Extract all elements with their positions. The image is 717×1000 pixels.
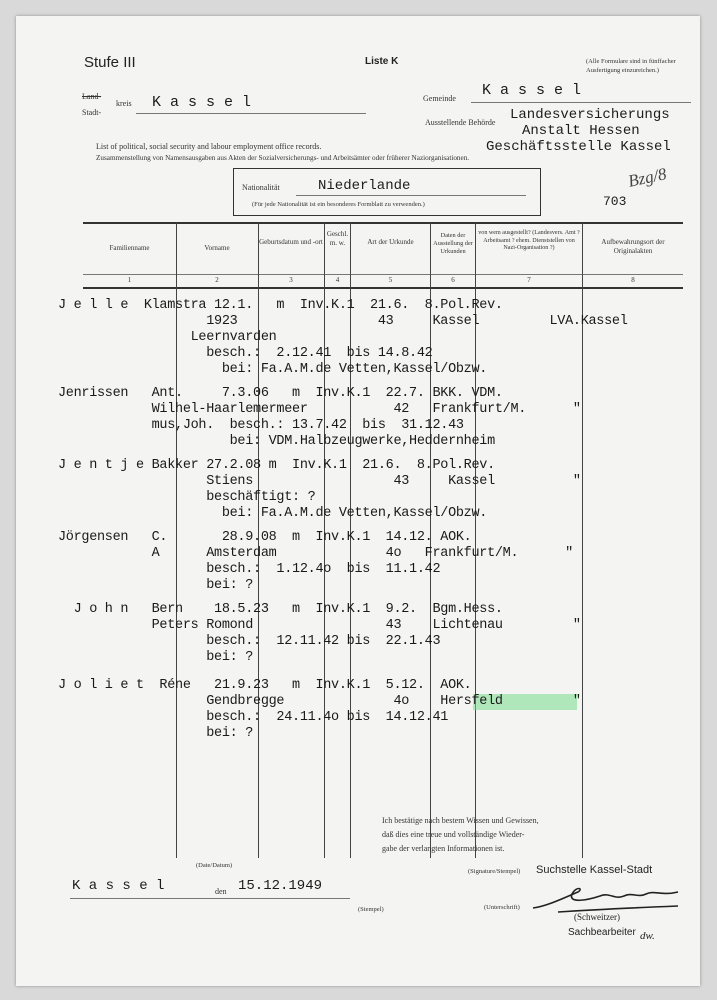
- table-numbers-top: [83, 274, 683, 275]
- entry-line: Leernvarden: [58, 330, 277, 345]
- note-line-2: Ausfertigung einzureichen.): [586, 67, 659, 74]
- list-english: List of political, social security and labour employment office records.: [96, 142, 322, 151]
- nationality-label: Nationalität: [242, 183, 280, 192]
- entry-line: J e l l e Klamstra 12.1. m Inv.K.1 21.6. 8.Pol.Rev.: [58, 298, 503, 313]
- place-value: K a s s e l: [72, 878, 165, 894]
- entry-line: besch.: 12.11.42 bis 22.1.43: [58, 634, 441, 649]
- attest-line-2: daß dies eine treue und vollständige Wieder-: [382, 830, 525, 839]
- entry-line: besch.: 1.12.4o bis 11.1.42: [58, 562, 441, 577]
- signature-label: (Signature/Stempel): [468, 868, 521, 875]
- col-number-8: 8: [631, 276, 635, 284]
- stempel-label: (Stempel): [358, 906, 384, 913]
- col-header-4: Geschl. m. w.: [326, 230, 349, 247]
- col-number-1: 1: [127, 276, 132, 284]
- col-header-2: Vorname: [204, 244, 230, 252]
- entry-line: Wilhel-Haarlemermeer 42 Frankfurt/M. ": [58, 402, 581, 417]
- col-header-7: von wem ausgestellt? (Landesvers. Amt ? Arbeitsamt ? ehem. Dienststellen von Nazi-Organisation ?): [478, 230, 580, 252]
- document-number: 703: [603, 194, 627, 209]
- suchstelle-stamp: Suchstelle Kassel-Stadt: [536, 864, 653, 876]
- den-label: den: [215, 887, 227, 896]
- entry-line: Gendbregge 4o Hersfeld ": [58, 694, 581, 709]
- entry-line: Jörgensen C. 28.9.08 m Inv.K.1 14.12. AOK.: [58, 530, 472, 545]
- nationality-note: (Für jede Nationalität ist ein besonderes Formblatt zu verwenden.): [252, 201, 425, 208]
- entry-line: J o h n Bern 18.5.23 m Inv.K.1 9.2. Bgm.Hess.: [58, 602, 503, 617]
- note-line-1: (Alle Formulare sind in fünffacher: [586, 58, 676, 65]
- gemeinde-value: K a s s e l: [482, 82, 582, 99]
- unterschrift-label: (Unterschrift): [484, 904, 520, 911]
- entry-line: beschäftigt: ?: [58, 490, 316, 505]
- handwritten-ref: Bzg/8: [626, 164, 669, 191]
- nationality-underline: [296, 195, 526, 196]
- stufe-label: Stufe III: [84, 54, 136, 71]
- col-number-3: 3: [289, 276, 293, 284]
- stadt-label: Stadt-: [82, 108, 102, 117]
- attest-line-3: gabe der verlangten Informationen ist.: [382, 844, 505, 853]
- entry-line: bei: ?: [58, 650, 254, 665]
- col-number-5: 5: [388, 276, 393, 284]
- sachbearbeiter-label: Sachbearbeiter: [568, 927, 636, 938]
- kreis-value: K a s s e l: [152, 94, 252, 111]
- table-header-bottom: [83, 287, 683, 289]
- entry-line: besch.: 2.12.41 bis 14.8.42: [58, 346, 433, 361]
- col-header-8: Aufbewahrungsort der Originalakten: [601, 238, 665, 255]
- handwritten-signature: [528, 878, 688, 918]
- entry-line: mus,Joh. besch.: 13.7.42 bis 31.12.43: [58, 418, 464, 433]
- entry-line: J e n t j e Bakker 27.2.08 m Inv.K.1 21.6. 8.Pol.Rev.: [58, 458, 495, 473]
- land-label: Land-: [82, 92, 102, 101]
- attest-line-1: Ich bestätige nach bestem Wissen und Gewissen,: [382, 816, 539, 825]
- behoerde-line-3: Geschäftsstelle Kassel: [486, 139, 671, 155]
- entry-line: bei: Fa.A.M.de Vetten,Kassel/Obzw.: [58, 362, 488, 377]
- kreis-underline: [136, 113, 366, 114]
- document-page: [16, 16, 700, 986]
- entry-line: Stiens 43 Kassel ": [58, 474, 581, 489]
- col-number-7: 7: [527, 276, 531, 284]
- gemeinde-label: Gemeinde: [423, 94, 456, 103]
- entry-line: A Amsterdam 4o Frankfurt/M. ": [58, 546, 573, 561]
- col-number-2: 2: [215, 276, 219, 284]
- entry-line: Peters Romond 43 Lichtenau ": [58, 618, 581, 633]
- date-value: 15.12.1949: [238, 878, 323, 894]
- entry-line: besch.: 24.11.4o bis 14.12.41: [58, 710, 449, 725]
- behoerde-line-1: Landesversicherungs: [510, 107, 670, 123]
- table-top-border: [83, 222, 683, 224]
- schweitzer-label: (Schweitzer): [574, 912, 620, 922]
- entry-line: J o l i e t Réne 21.9.23 m Inv.K.1 5.12. AOK.: [58, 678, 472, 693]
- nationality-value: Niederlande: [318, 178, 411, 194]
- entry-line: bei: Fa.A.M.de Vetten,Kassel/Obzw.: [58, 506, 488, 521]
- gemeinde-underline: [471, 102, 691, 103]
- col-header-6: Daten der Ausstellung der Urkunden: [433, 232, 473, 255]
- liste-label: Liste K: [365, 56, 399, 67]
- entry-line: bei: ?: [58, 726, 254, 741]
- entry-line: bei: VDM.Halbzeugwerke,Heddernheim: [58, 434, 495, 449]
- list-german: Zusammenstellung von Namensausgaben aus Akten der Sozialversicherungs- und Arbeitsämter oder früherer Naziorganisationen.: [96, 154, 470, 162]
- entry-line: bei: ?: [58, 578, 254, 593]
- col-number-6: 6: [451, 276, 455, 284]
- behoerde-line-2: Anstalt Hessen: [522, 123, 640, 139]
- nationality-box: [233, 168, 541, 216]
- behoerde-label: Ausstellende Behörde: [425, 118, 496, 127]
- kreis-label: kreis: [116, 99, 132, 108]
- initials: dw.: [640, 930, 655, 942]
- entry-line: Jenrissen Ant. 7.3.06 m Inv.K.1 22.7. BKK. VDM.: [58, 386, 503, 401]
- entry-line: 1923 43 Kassel LVA.Kassel: [58, 314, 628, 329]
- col-header-5: Art der Urkunde: [367, 238, 414, 246]
- date-label: (Date/Datum): [196, 862, 233, 869]
- col-header-3: Geburtsdatum und -ort: [259, 238, 323, 246]
- col-header-1: Familienname: [109, 244, 150, 252]
- col-number-4: 4: [335, 276, 340, 284]
- date-underline: [70, 898, 350, 899]
